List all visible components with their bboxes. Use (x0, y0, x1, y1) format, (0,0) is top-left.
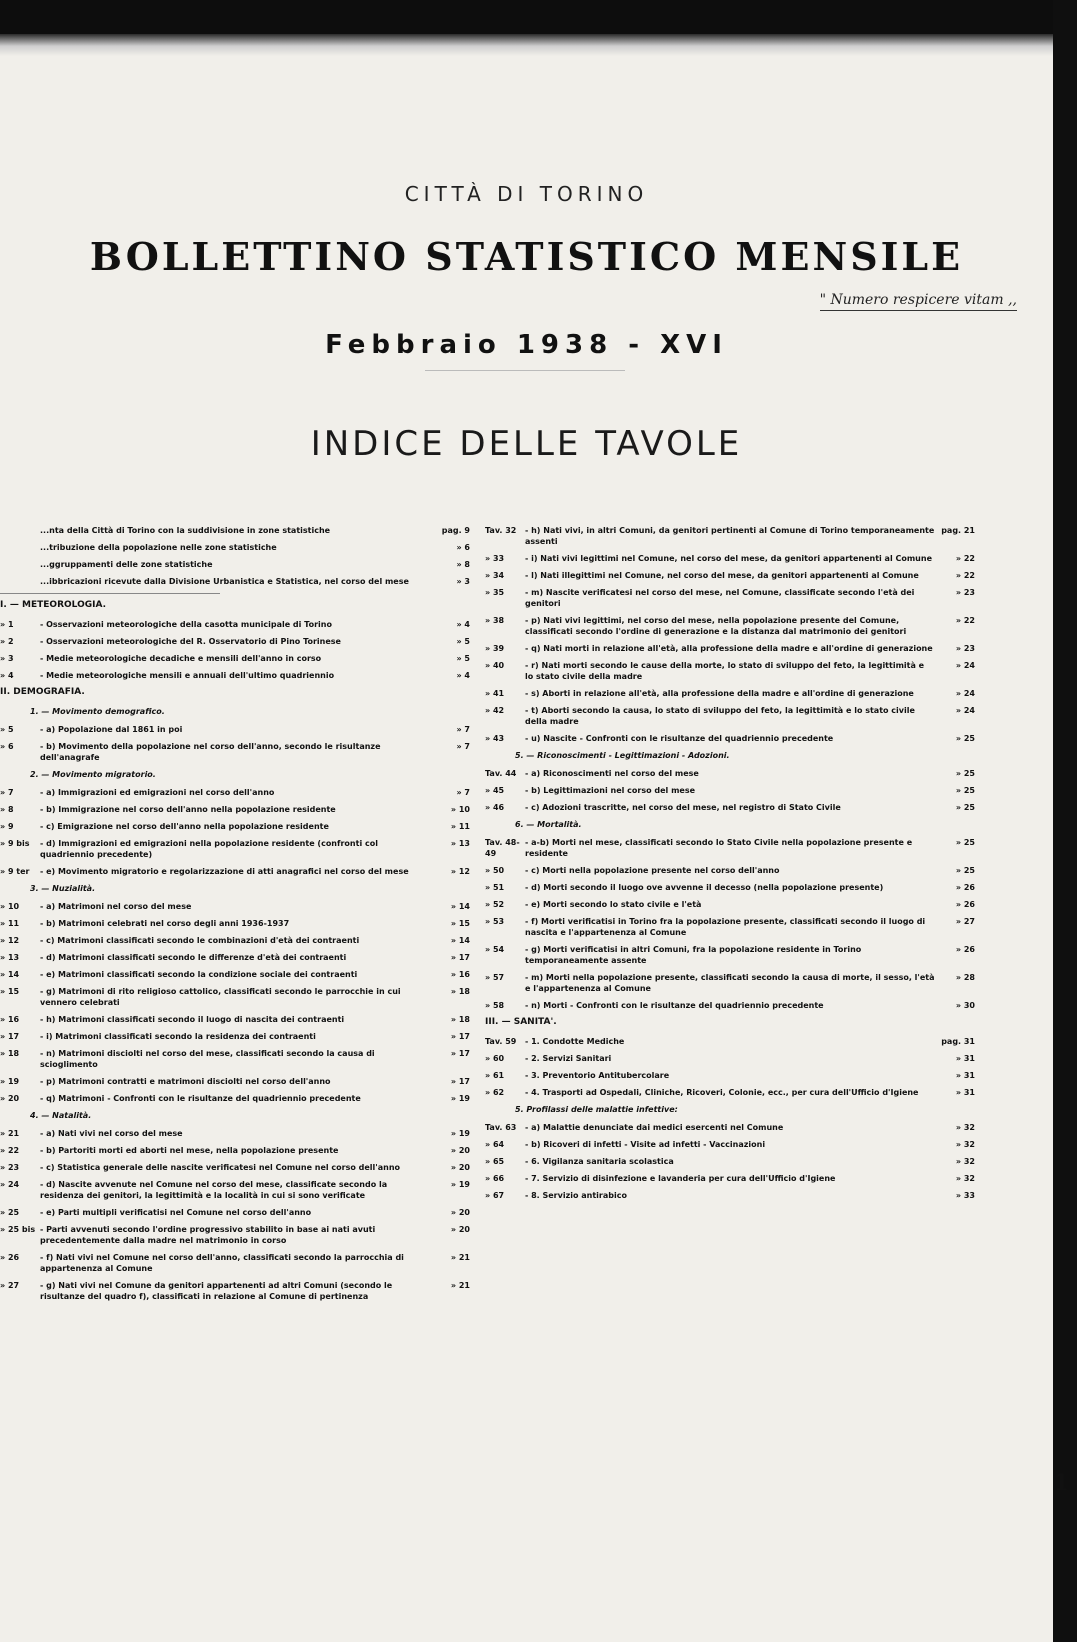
table-description: - n) Matrimoni disciolti nel corso del mese, classificati secondo la causa di scioglimento (40, 1049, 375, 1069)
page-reference: » 32 (955, 1157, 975, 1166)
table-description: - a) Matrimoni nel corso del mese (40, 902, 192, 911)
table-description: - q) Matrimoni - Confronti con le risultanze del quadriennio precedente (40, 1094, 361, 1103)
table-number: » 9 ter (0, 867, 30, 876)
table-number: » 34 (485, 571, 505, 580)
section-heading: II. DEMOGRAFIA. (0, 687, 85, 697)
index-row (0, 1280, 470, 1302)
index-row (0, 986, 470, 1008)
index-row (485, 785, 975, 796)
table-description: - a) Nati vivi nel corso del mese (40, 1129, 183, 1138)
index-row (0, 1145, 470, 1156)
index-row (485, 1156, 975, 1167)
index-row (485, 525, 975, 547)
index-row (485, 802, 975, 813)
page-reference: » 22 (955, 571, 975, 580)
index-row (485, 882, 975, 893)
table-description: - q) Nati morti in relazione all'età, alla professione della madre e all'ordine di generazione (525, 644, 933, 653)
table-description: ...ibbricazioni ricevute dalla Divisione Urbanistica e Statistica, nel corso del mese (40, 577, 409, 586)
table-description: - b) Partoriti morti ed aborti nel mese, nella popolazione presente (40, 1146, 339, 1155)
page-reference: » 14 (450, 902, 470, 911)
table-number: » 4 (0, 671, 14, 680)
table-description: - b) Legittimazioni nel corso del mese (525, 786, 696, 795)
index-row (0, 576, 470, 587)
table-number: » 43 (485, 734, 505, 743)
divider (0, 593, 220, 594)
table-description: - d) Nascite avvenute nel Comune nel corso del mese, classificate secondo la residenza dei genitori, la legittimità e la località in cui si sono verificate (40, 1180, 388, 1200)
index-row (485, 1139, 975, 1150)
page-reference: » 3 (456, 577, 470, 586)
index-row (485, 837, 975, 859)
page-reference: » 26 (955, 945, 975, 954)
index-row (485, 1036, 975, 1047)
table-description: - a-b) Morti nel mese, classificati secondo lo Stato Civile nella popolazione presente e residente (525, 838, 913, 858)
page-reference: » 25 (955, 866, 975, 875)
page-reference: » 17 (450, 1049, 470, 1058)
table-description: - f) Morti verificatisi in Torino fra la popolazione presente, classificati secondo il luogo di nascita e l'appartenenza al Comune (525, 917, 926, 937)
table-description: - u) Nascite - Confronti con le risultanze del quadriennio precedente (525, 734, 834, 743)
table-number: » 3 (0, 654, 14, 663)
page-reference: » 17 (450, 1077, 470, 1086)
table-number: » 11 (0, 919, 20, 928)
table-number: » 33 (485, 554, 505, 563)
table-number: » 46 (485, 803, 505, 812)
migration-list (0, 787, 470, 877)
index-row (485, 1070, 975, 1081)
table-number: Tav. 32 (485, 526, 517, 535)
table-number: » 27 (0, 1281, 20, 1290)
table-description: - h) Nati vivi, in altri Comuni, da genitori pertinenti al Comune di Torino temporaneamente assenti (525, 526, 935, 546)
table-description: - b) Movimento della popolazione nel corso dell'anno, secondo le risultanze dell'anagrafe (40, 742, 381, 762)
page-reference: » 4 (456, 620, 470, 629)
subsection-heading: 3. — Nuzialità. (30, 884, 96, 893)
meteo-list (0, 619, 470, 681)
table-description: - 7. Servizio di disinfezione e lavanderia per cura dell'Ufficio d'Igiene (525, 1174, 836, 1183)
table-number: » 10 (0, 902, 20, 911)
index-row (0, 1128, 470, 1139)
table-number: » 57 (485, 973, 505, 982)
page-reference: » 20 (450, 1225, 470, 1234)
index-row (485, 768, 975, 779)
natality-list (0, 1128, 470, 1302)
table-number: » 20 (0, 1094, 20, 1103)
divider (425, 370, 625, 371)
table-description: - e) Morti secondo lo stato civile e l'età (525, 900, 702, 909)
index-row (0, 935, 470, 946)
recognition-list (485, 768, 975, 813)
table-description: - 2. Servizi Sanitari (525, 1054, 612, 1063)
page-reference: » 7 (456, 788, 470, 797)
table-description: - n) Morti - Confronti con le risultanze del quadriennio precedente (525, 1001, 824, 1010)
page-reference: » 11 (450, 822, 470, 831)
table-description: - Osservazioni meteorologiche della casotta municipale di Torino (40, 620, 332, 629)
index-row (0, 821, 470, 832)
index-row (0, 952, 470, 963)
table-number: » 65 (485, 1157, 505, 1166)
table-number: » 9 bis (0, 839, 30, 848)
health-list (485, 1036, 975, 1098)
nuptiality-list (0, 901, 470, 1104)
table-description: - l) Nati illegittimi nel Comune, nel corso del mese, da genitori appartenenti al Comune (525, 571, 919, 580)
table-number: Tav. 59 (485, 1037, 517, 1046)
table-number: » 41 (485, 689, 505, 698)
index-row (485, 1122, 975, 1133)
page-reference: » 17 (450, 1032, 470, 1041)
page-reference: » 26 (955, 900, 975, 909)
page-reference: » 32 (955, 1140, 975, 1149)
table-description: - Medie meteorologiche decadiche e mensili dell'anno in corso (40, 654, 322, 663)
page-reference: » 4 (456, 671, 470, 680)
index-row (485, 1053, 975, 1064)
index-row (0, 918, 470, 929)
index-row (0, 1031, 470, 1042)
index-row (485, 944, 975, 966)
table-description: - m) Nascite verificatesi nel corso del mese, nel Comune, classificate secondo l'età dei genitori (525, 588, 915, 608)
index-row (0, 787, 470, 798)
right-column (485, 525, 975, 1207)
index-row (0, 1048, 470, 1070)
table-description: - m) Morti nella popolazione presente, classificati secondo la causa di morte, il sesso, l'età e l'appartenenza al Comune (525, 973, 935, 993)
page-reference: » 25 (955, 838, 975, 847)
page-reference: » 7 (456, 725, 470, 734)
table-description: - a) Immigrazioni ed emigrazioni nel corso dell'anno (40, 788, 275, 797)
natality-list-cont (485, 525, 975, 744)
index-row (0, 1252, 470, 1274)
table-number: » 54 (485, 945, 505, 954)
subsection-heading: 6. — Mortalità. (515, 820, 582, 829)
city-heading: CITTÀ DI TORINO (404, 182, 649, 206)
table-number: » 15 (0, 987, 20, 996)
index-row (0, 1224, 470, 1246)
table-number: » 9 (0, 822, 14, 831)
table-number: » 22 (0, 1146, 20, 1155)
page-reference: » 15 (450, 919, 470, 928)
subsection-heading: 2. — Movimento migratorio. (30, 770, 156, 779)
table-description: - c) Emigrazione nel corso dell'anno nella popolazione residente (40, 822, 329, 831)
table-description: - e) Parti multipli verificatisi nel Comune nel corso dell'anno (40, 1208, 312, 1217)
page-reference: pag. 31 (941, 1037, 975, 1046)
table-description: - c) Morti nella popolazione presente nel corso dell'anno (525, 866, 780, 875)
table-number: » 66 (485, 1174, 505, 1183)
index-row (485, 553, 975, 564)
index-row (0, 1207, 470, 1218)
page-reference: » 24 (955, 689, 975, 698)
table-description: - s) Aborti in relazione all'età, alla professione della madre e all'ordine di generazione (525, 689, 914, 698)
table-number: » 17 (0, 1032, 20, 1041)
page-reference: » 20 (450, 1146, 470, 1155)
page-reference: » 7 (456, 742, 470, 751)
scan-right-border (1053, 0, 1077, 1642)
page-reference: » 27 (955, 917, 975, 926)
index-row (0, 969, 470, 980)
page-reference: » 21 (450, 1281, 470, 1290)
table-number: » 26 (0, 1253, 20, 1262)
table-number: » 50 (485, 866, 505, 875)
subsection-heading: 4. — Natalità. (30, 1111, 92, 1120)
table-description: - t) Aborti secondo la causa, lo stato di sviluppo del feto, la legittimità e lo stato civile della madre (525, 706, 915, 726)
table-description: - c) Matrimoni classificati secondo le combinazioni d'età dei contraenti (40, 936, 360, 945)
table-number: » 12 (0, 936, 20, 945)
page-reference: » 25 (955, 803, 975, 812)
table-number: » 64 (485, 1140, 505, 1149)
table-description: - p) Matrimoni contratti e matrimoni disciolti nel corso dell'anno (40, 1077, 331, 1086)
table-number: » 25 bis (0, 1225, 36, 1234)
page-reference: » 20 (450, 1163, 470, 1172)
table-description: - d) Morti secondo il luogo ove avvenne il decesso (nella popolazione presente) (525, 883, 884, 892)
page-reference: » 32 (955, 1123, 975, 1132)
table-number: » 23 (0, 1163, 20, 1172)
table-description: - a) Riconoscimenti nel corso del mese (525, 769, 699, 778)
table-description: - a) Popolazione dal 1861 in poi (40, 725, 183, 734)
index-row (485, 733, 975, 744)
index-row (0, 1162, 470, 1173)
page-reference: » 32 (955, 1174, 975, 1183)
demo-list (0, 724, 470, 763)
table-description: - i) Matrimoni classificati secondo la residenza dei contraenti (40, 1032, 316, 1041)
table-description: - c) Adozioni trascritte, nel corso del mese, nel registro di Stato Civile (525, 803, 841, 812)
page-reference: » 31 (955, 1054, 975, 1063)
table-description: - c) Statistica generale delle nascite verificatesi nel Comune nel corso dell'anno (40, 1163, 401, 1172)
table-number: » 6 (0, 742, 14, 751)
bulletin-title: BOLLETTINO STATISTICO MENSILE (89, 234, 964, 279)
table-number: » 38 (485, 616, 505, 625)
table-description: ...nta della Città di Torino con la suddivisione in zone statistiche (40, 526, 331, 535)
index-row (0, 636, 470, 647)
page-reference: » 16 (450, 970, 470, 979)
index-row (485, 615, 975, 637)
table-description: - e) Movimento migratorio e regolarizzazione di atti anagrafici nel corso del mese (40, 867, 409, 876)
index-row (485, 587, 975, 609)
table-description: - d) Matrimoni classificati secondo le differenze d'età dei contraenti (40, 953, 347, 962)
index-row (0, 1093, 470, 1104)
page-reference: » 19 (450, 1180, 470, 1189)
section-heading: III. — SANITA'. (485, 1017, 557, 1027)
index-row (485, 899, 975, 910)
motto: " Numero respicere vitam ,, (820, 292, 1017, 311)
table-description: - Parti avvenuti secondo l'ordine progressivo stabilito in base ai nati avuti precedentemente dalla madre nel matrimonio in corso (40, 1225, 376, 1245)
page-reference: » 23 (955, 588, 975, 597)
table-number: » 18 (0, 1049, 20, 1058)
page-reference: » 25 (955, 769, 975, 778)
table-number: » 5 (0, 725, 14, 734)
table-description: - b) Matrimoni celebrati nel corso degli anni 1936-1937 (40, 919, 290, 928)
left-column (0, 525, 470, 1308)
index-row (485, 570, 975, 581)
table-description: - i) Nati vivi legittimi nel Comune, nel corso del mese, da genitori appartenenti al Comune (525, 554, 932, 563)
index-row (0, 724, 470, 735)
mortality-list (485, 837, 975, 1011)
page-reference: » 25 (955, 734, 975, 743)
index-row (0, 542, 470, 553)
table-number: » 67 (485, 1191, 505, 1200)
page-number: 1 (1053, 1470, 1069, 1496)
index-row (0, 525, 470, 536)
table-number: » 7 (0, 788, 14, 797)
page-reference: » 12 (450, 867, 470, 876)
page-reference: » 22 (955, 616, 975, 625)
index-row (0, 1076, 470, 1087)
page-reference: » 10 (450, 805, 470, 814)
index-row (485, 643, 975, 654)
page-reference: » 19 (450, 1094, 470, 1103)
table-description: - 6. Vigilanza sanitaria scolastica (525, 1157, 674, 1166)
index-row (485, 660, 975, 682)
index-row (0, 741, 470, 763)
table-number: Tav. 63 (485, 1123, 517, 1132)
index-row (0, 1014, 470, 1025)
table-description: - g) Matrimoni di rito religioso cattolico, classificati secondo le parrocchie in cui vennero celebrati (40, 987, 401, 1007)
table-description: - g) Morti verificatisi in altri Comuni, fra la popolazione residente in Torino temporaneamente assente (525, 945, 862, 965)
table-description: - Osservazioni meteorologiche del R. Osservatorio di Pino Torinese (40, 637, 341, 646)
page-reference: » 31 (955, 1071, 975, 1080)
table-number: Tav. 48-49 (485, 838, 520, 858)
page-reference: » 14 (450, 936, 470, 945)
page-reference: » 5 (456, 637, 470, 646)
index-row (485, 916, 975, 938)
page-reference: » 24 (955, 661, 975, 670)
index-row (0, 559, 470, 570)
table-number: » 1 (0, 620, 14, 629)
index-row (485, 972, 975, 994)
table-number: » 51 (485, 883, 505, 892)
index-row (0, 901, 470, 912)
table-number: » 16 (0, 1015, 20, 1024)
table-description: - p) Nati vivi legittimi, nel corso del mese, nella popolazione presente del Comune, classificati secondo l'ordine di generazione e la distanza dal matrimonio dei genitori (525, 616, 907, 636)
page-reference: » 22 (955, 554, 975, 563)
table-description: - g) Nati vivi nel Comune da genitori appartenenti ad altri Comuni (secondo le risultanze del quadro f), classificati in relazione al Comune di pertinenza (40, 1281, 393, 1301)
index-row (0, 653, 470, 664)
index-row (0, 804, 470, 815)
table-number: » 19 (0, 1077, 20, 1086)
index-row (485, 1000, 975, 1011)
table-description: - e) Matrimoni classificati secondo la condizione sociale dei contraenti (40, 970, 358, 979)
table-number: » 45 (485, 786, 505, 795)
subsection-heading: 5. — Riconoscimenti - Legittimazioni - Adozioni. (515, 751, 730, 760)
page-reference: » 23 (955, 644, 975, 653)
index-row (485, 865, 975, 876)
page-reference: » 26 (955, 883, 975, 892)
table-number: » 35 (485, 588, 505, 597)
table-number: » 21 (0, 1129, 20, 1138)
table-description: - Medie meteorologiche mensili e annuali dell'ultimo quadriennio (40, 671, 335, 680)
index-row (0, 619, 470, 630)
index-title: INDICE DELLE TAVOLE (310, 424, 743, 464)
index-row (485, 688, 975, 699)
table-number: » 39 (485, 644, 505, 653)
table-description: - r) Nati morti secondo le cause della morte, lo stato di sviluppo del feto, la legittimità e lo stato civile della madre (525, 661, 925, 681)
table-number: » 58 (485, 1001, 505, 1010)
page-reference: » 21 (450, 1253, 470, 1262)
table-number: » 62 (485, 1088, 505, 1097)
subsection-heading: 1. — Movimento demografico. (30, 707, 165, 716)
table-number: » 52 (485, 900, 505, 909)
table-description: - b) Ricoveri di infetti - Visite ad infetti - Vaccinazioni (525, 1140, 766, 1149)
subsection-heading: 5. Profilassi delle malattie infettive: (515, 1105, 678, 1114)
page-reference: » 31 (955, 1088, 975, 1097)
page-reference: » 25 (955, 786, 975, 795)
table-description: - b) Immigrazione nel corso dell'anno nella popolazione residente (40, 805, 336, 814)
scan-top-border (0, 0, 1077, 34)
table-number: » 8 (0, 805, 14, 814)
section-heading: I. — METEOROLOGIA. (0, 600, 107, 610)
page-reference: » 33 (955, 1191, 975, 1200)
table-number: Tav. 44 (485, 769, 517, 778)
page-reference: » 18 (450, 987, 470, 996)
page-reference: » 18 (450, 1015, 470, 1024)
index-row (0, 838, 470, 860)
page-reference: » 5 (456, 654, 470, 663)
table-description: - d) Immigrazioni ed emigrazioni nella popolazione residente (confronti col quadriennio precedente) (40, 839, 378, 859)
page-reference: » 20 (450, 1208, 470, 1217)
index-row (485, 705, 975, 727)
prophylaxis-list (485, 1122, 975, 1201)
index-row (0, 670, 470, 681)
table-description: - 4. Trasporti ad Ospedali, Cliniche, Ricoveri, Colonie, ecc., per cura dell'Ufficio d'Igiene (525, 1088, 919, 1097)
index-row (485, 1173, 975, 1184)
table-description: - h) Matrimoni classificati secondo il luogo di nascita dei contraenti (40, 1015, 345, 1024)
intro-list (0, 525, 470, 587)
table-description: - 8. Servizio antirabico (525, 1191, 627, 1200)
index-row (0, 866, 470, 877)
index-row (485, 1190, 975, 1201)
page-reference: pag. 21 (941, 526, 975, 535)
table-number: » 61 (485, 1071, 505, 1080)
table-description: - a) Malattie denunciate dai medici esercenti nel Comune (525, 1123, 784, 1132)
table-number: » 42 (485, 706, 505, 715)
table-number: » 14 (0, 970, 20, 979)
table-number: » 24 (0, 1180, 20, 1189)
table-description: - 3. Preventorio Antitubercolare (525, 1071, 670, 1080)
table-number: » 53 (485, 917, 505, 926)
page-reference: » 24 (955, 706, 975, 715)
table-description: - f) Nati vivi nel Comune nel corso dell'anno, classificati secondo la parrocchia di appartenenza al Comune (40, 1253, 404, 1273)
table-number: » 40 (485, 661, 505, 670)
page-reference: » 19 (450, 1129, 470, 1138)
page-reference: » 6 (456, 543, 470, 552)
page-reference: pag. 9 (441, 526, 470, 535)
page-reference: » 28 (955, 973, 975, 982)
index-row (0, 1179, 470, 1201)
table-number: » 60 (485, 1054, 505, 1063)
table-description: ...ggruppamenti delle zone statistiche (40, 560, 213, 569)
issue-date: Febbraio 1938 - XVI (325, 330, 728, 360)
page-reference: » 17 (450, 953, 470, 962)
page-reference: » 30 (955, 1001, 975, 1010)
table-description: - 1. Condotte Mediche (525, 1037, 625, 1046)
page-reference: » 8 (456, 560, 470, 569)
page-reference: » 13 (450, 839, 470, 848)
table-number: » 2 (0, 637, 14, 646)
index-row (485, 1087, 975, 1098)
table-description: ...tribuzione della popolazione nelle zone statistiche (40, 543, 277, 552)
table-number: » 13 (0, 953, 20, 962)
table-number: » 25 (0, 1208, 20, 1217)
